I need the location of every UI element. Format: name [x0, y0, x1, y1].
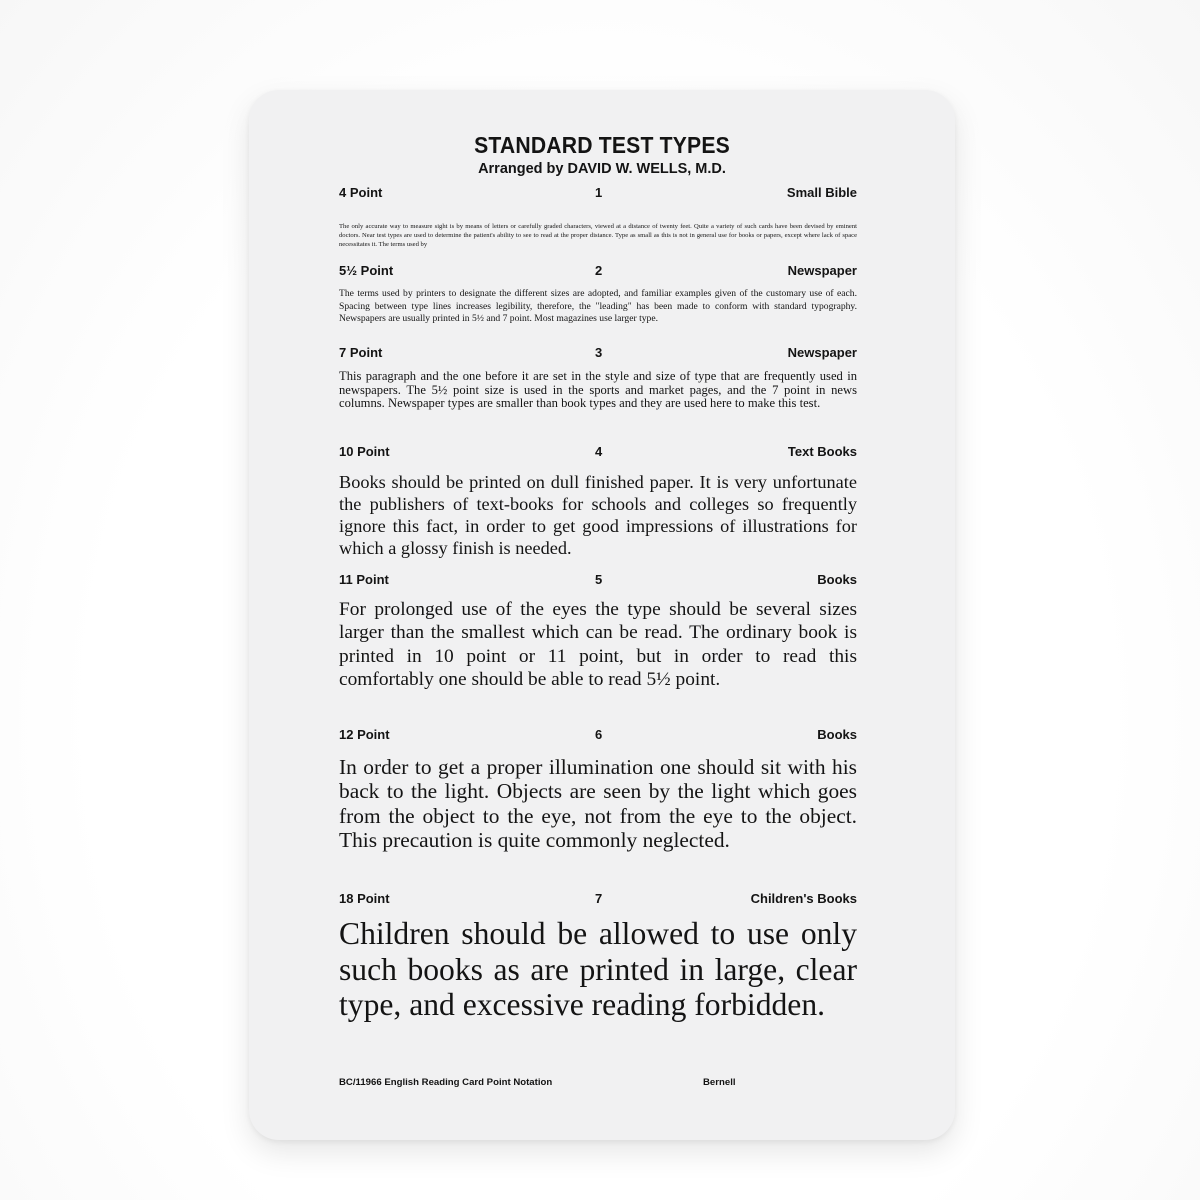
section-text-1: The only accurate way to measure sight is by means of letters or carefully graded characters, viewed at a distance of twenty feet. Quite a variety of such cards have been devised by eminent doctors. Near test types are used to determine the patient's ability to see to read at the proper distance. Type as small as this is not in general use for books or papers, except where lack of space necessitates it. The terms used by: [339, 223, 857, 248]
section-number: 2: [595, 263, 603, 278]
section-point-size: 18 Point: [339, 891, 390, 906]
section-text-7: Children should be allowed to use only such books as are printed in large, clear type, and excessive reading forbidden.: [339, 916, 857, 1022]
section-header-5: [339, 572, 857, 590]
section-number: 4: [595, 444, 603, 459]
section-point-size: 12 Point: [339, 727, 390, 742]
section-point-size: 4 Point: [339, 185, 383, 200]
section-text-6: In order to get a proper illumination one should sit with his back to the light. Objects are seen by the light which goes from the object to the eye, not from the eye to the object. This precaution is quite commonly neglected.: [339, 755, 857, 852]
section-header-4: [339, 444, 857, 462]
footer-product-code: BC/11966 English Reading Card Point Notation: [339, 1077, 553, 1088]
section-number: 6: [595, 727, 603, 742]
reading-test-card: [249, 90, 955, 1140]
section-category: Children's Books: [750, 891, 857, 906]
section-number: 1: [595, 185, 603, 200]
section-header-7: [339, 891, 857, 909]
footer-brand: Bernell: [703, 1077, 736, 1088]
section-category: Text Books: [787, 444, 857, 459]
section-category: Small Bible: [786, 185, 857, 200]
section-point-size: 7 Point: [339, 345, 383, 360]
section-number: 5: [595, 572, 603, 587]
section-text-3: This paragraph and the one before it are set in the style and size of type that are frequently used in newspapers. The 5½ point size is used in the sports and market pages, and the 7 point in news columns. Newspaper types are smaller than book types and they are used here to make this test.: [339, 369, 857, 411]
card-title: STANDARD TEST TYPES: [474, 132, 730, 158]
section-category: Books: [817, 572, 857, 587]
section-text-5: For prolonged use of the eyes the type should be several sizes larger than the smallest which can be read. The ordinary book is printed in 10 point or 11 point, but in order to read this comfortably one should be able to read 5½ point.: [339, 599, 857, 691]
section-point-size: 5½ Point: [339, 263, 394, 278]
section-point-size: 11 Point: [339, 572, 389, 587]
section-text-2: The terms used by printers to designate the different sizes are adopted, and familiar examples given of the customary use of each. Spacing between type lines increases legibility, therefore, the "leading" has been made to conform with standard typography. Newspapers are usually printed in 5½ and 7 point. Most magazines use larger type.: [339, 288, 857, 325]
section-number: 3: [595, 345, 603, 360]
section-category: Newspaper: [787, 345, 857, 360]
section-number: 7: [595, 891, 603, 906]
section-text-4: Books should be printed on dull finished paper. It is very unfortunate the publishers of text-books for schools and colleges so frequently ignore this fact, in order to get good impressions of illustrations for which a glossy finish is needed.: [339, 472, 857, 558]
card-subtitle: Arranged by DAVID W. WELLS, M.D.: [478, 161, 726, 177]
section-header-1: [339, 185, 857, 203]
section-header-6: [339, 727, 857, 745]
section-header-3: [339, 345, 857, 363]
section-header-2: [339, 263, 857, 281]
section-category: Books: [817, 727, 857, 742]
section-category: Newspaper: [787, 263, 857, 278]
section-point-size: 10 Point: [339, 444, 390, 459]
